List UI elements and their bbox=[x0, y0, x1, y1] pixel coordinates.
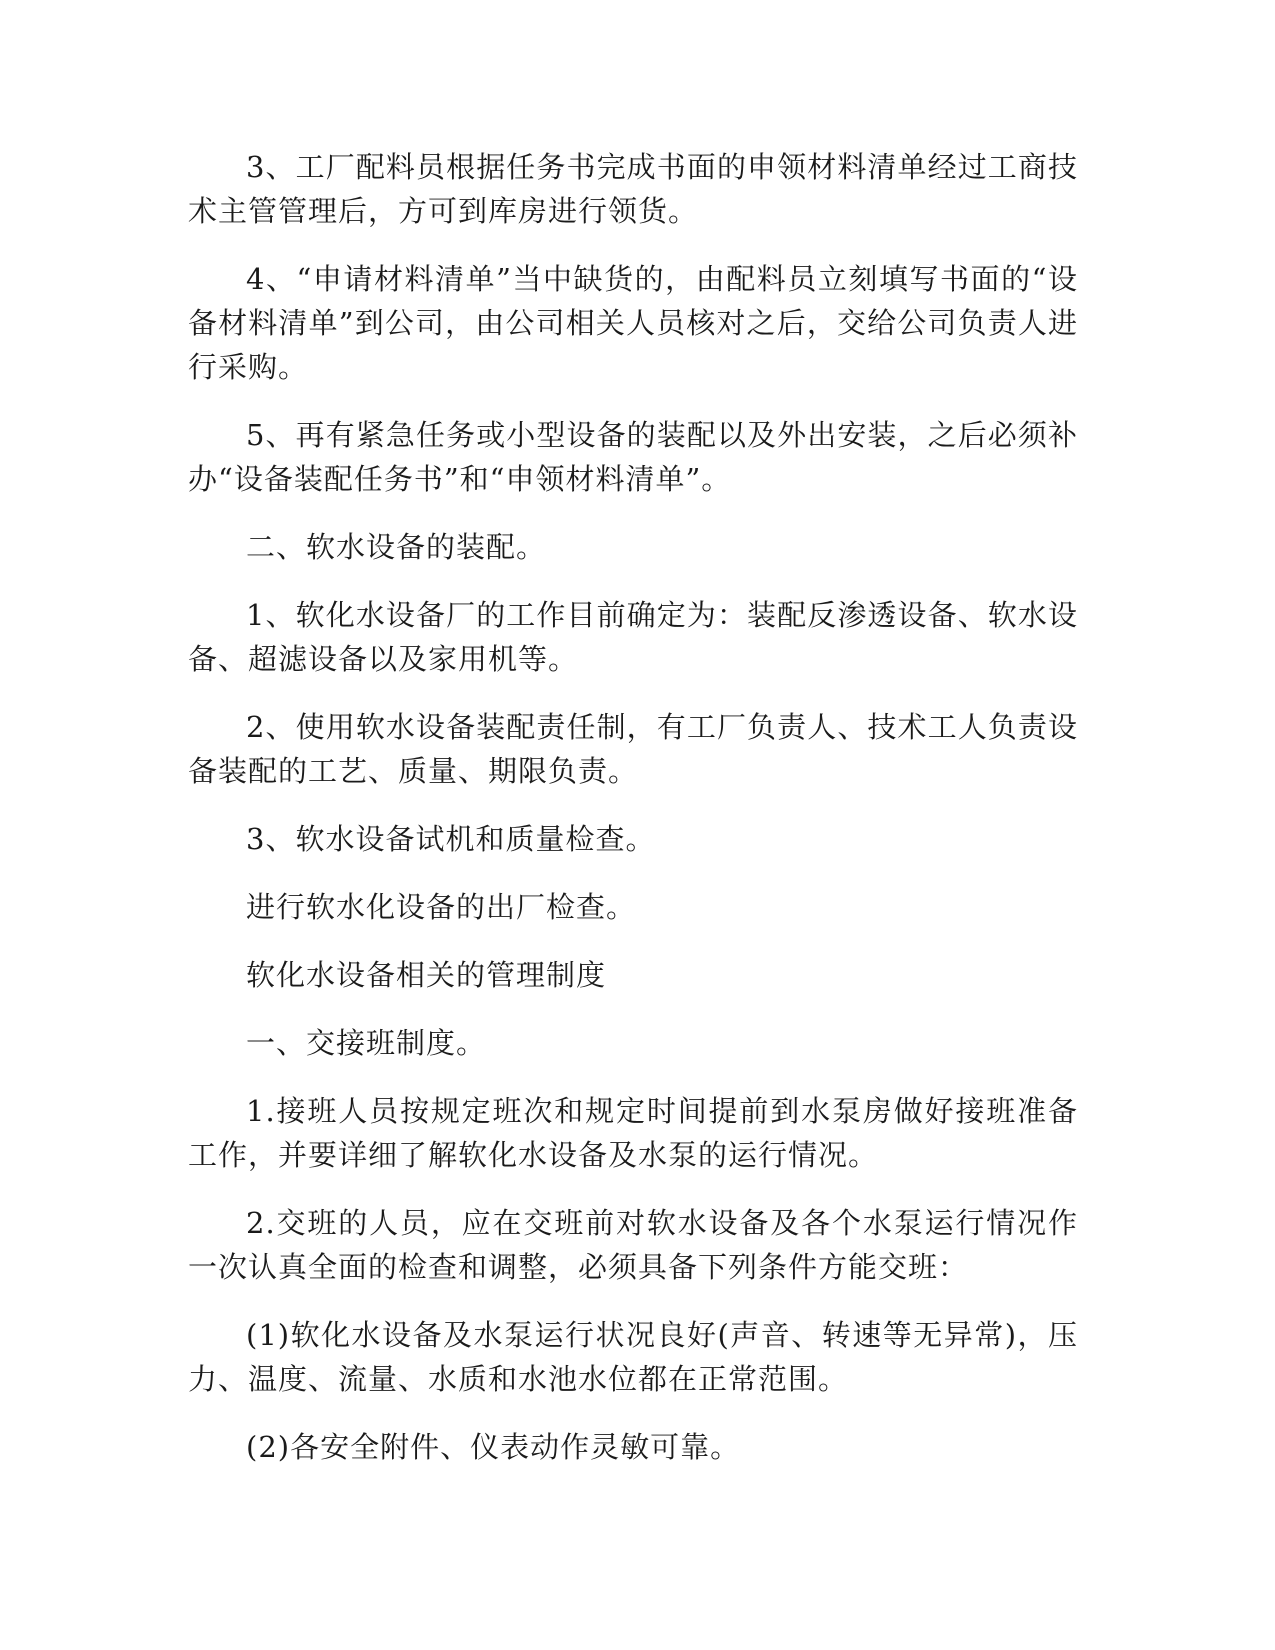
paragraph-1: 3、工厂配料员根据任务书完成书面的申领材料清单经过工商技术主管管理后，方可到库房进行领货。 bbox=[188, 150, 1078, 228]
section-heading-assembly: 二、软水设备的装配。 bbox=[246, 530, 547, 564]
paragraph-12: 2.交班的人员，应在交班前对软水设备及各个水泵运行情况作一次认真全面的检查和调整，必须具备下列条件方能交班： bbox=[188, 1206, 1078, 1284]
paragraph-2: 4、“申请材料清单”当中缺货的，由配料员立刻填写书面的“设备材料清单”到公司，由公司相关人员核对之后，交给公司负责人进行采购。 bbox=[188, 262, 1078, 384]
paragraph-5: 1、软化水设备厂的工作目前确定为：装配反渗透设备、软水设备、超滤设备以及家用机等。 bbox=[188, 598, 1078, 676]
paragraph-3: 5、再有紧急任务或小型设备的装配以及外出安装，之后必须补办“设备装配任务书”和“申领材料清单”。 bbox=[188, 418, 1078, 496]
section-title-management: 软化水设备相关的管理制度 bbox=[246, 958, 607, 992]
paragraph-11: 1.接班人员按规定班次和规定时间提前到水泵房做好接班准备工作，并要详细了解软化水设备及水泵的运行情况。 bbox=[188, 1094, 1078, 1172]
paragraph-14: (2)各安全附件、仪表动作灵敏可靠。 bbox=[246, 1430, 741, 1464]
paragraph-6: 2、使用软水设备装配责任制，有工厂负责人、技术工人负责设备装配的工艺、质量、期限负责。 bbox=[188, 710, 1078, 788]
paragraph-8: 进行软水化设备的出厂检查。 bbox=[246, 890, 637, 924]
paragraph-7: 3、软水设备试机和质量检查。 bbox=[246, 822, 656, 856]
paragraph-13: (1)软化水设备及水泵运行状况良好(声音、转速等无异常)，压力、温度、流量、水质和水池水位都在正常范围。 bbox=[188, 1318, 1078, 1396]
section-heading-handover: 一、交接班制度。 bbox=[246, 1026, 487, 1060]
document-body bbox=[188, 145, 1078, 1493]
